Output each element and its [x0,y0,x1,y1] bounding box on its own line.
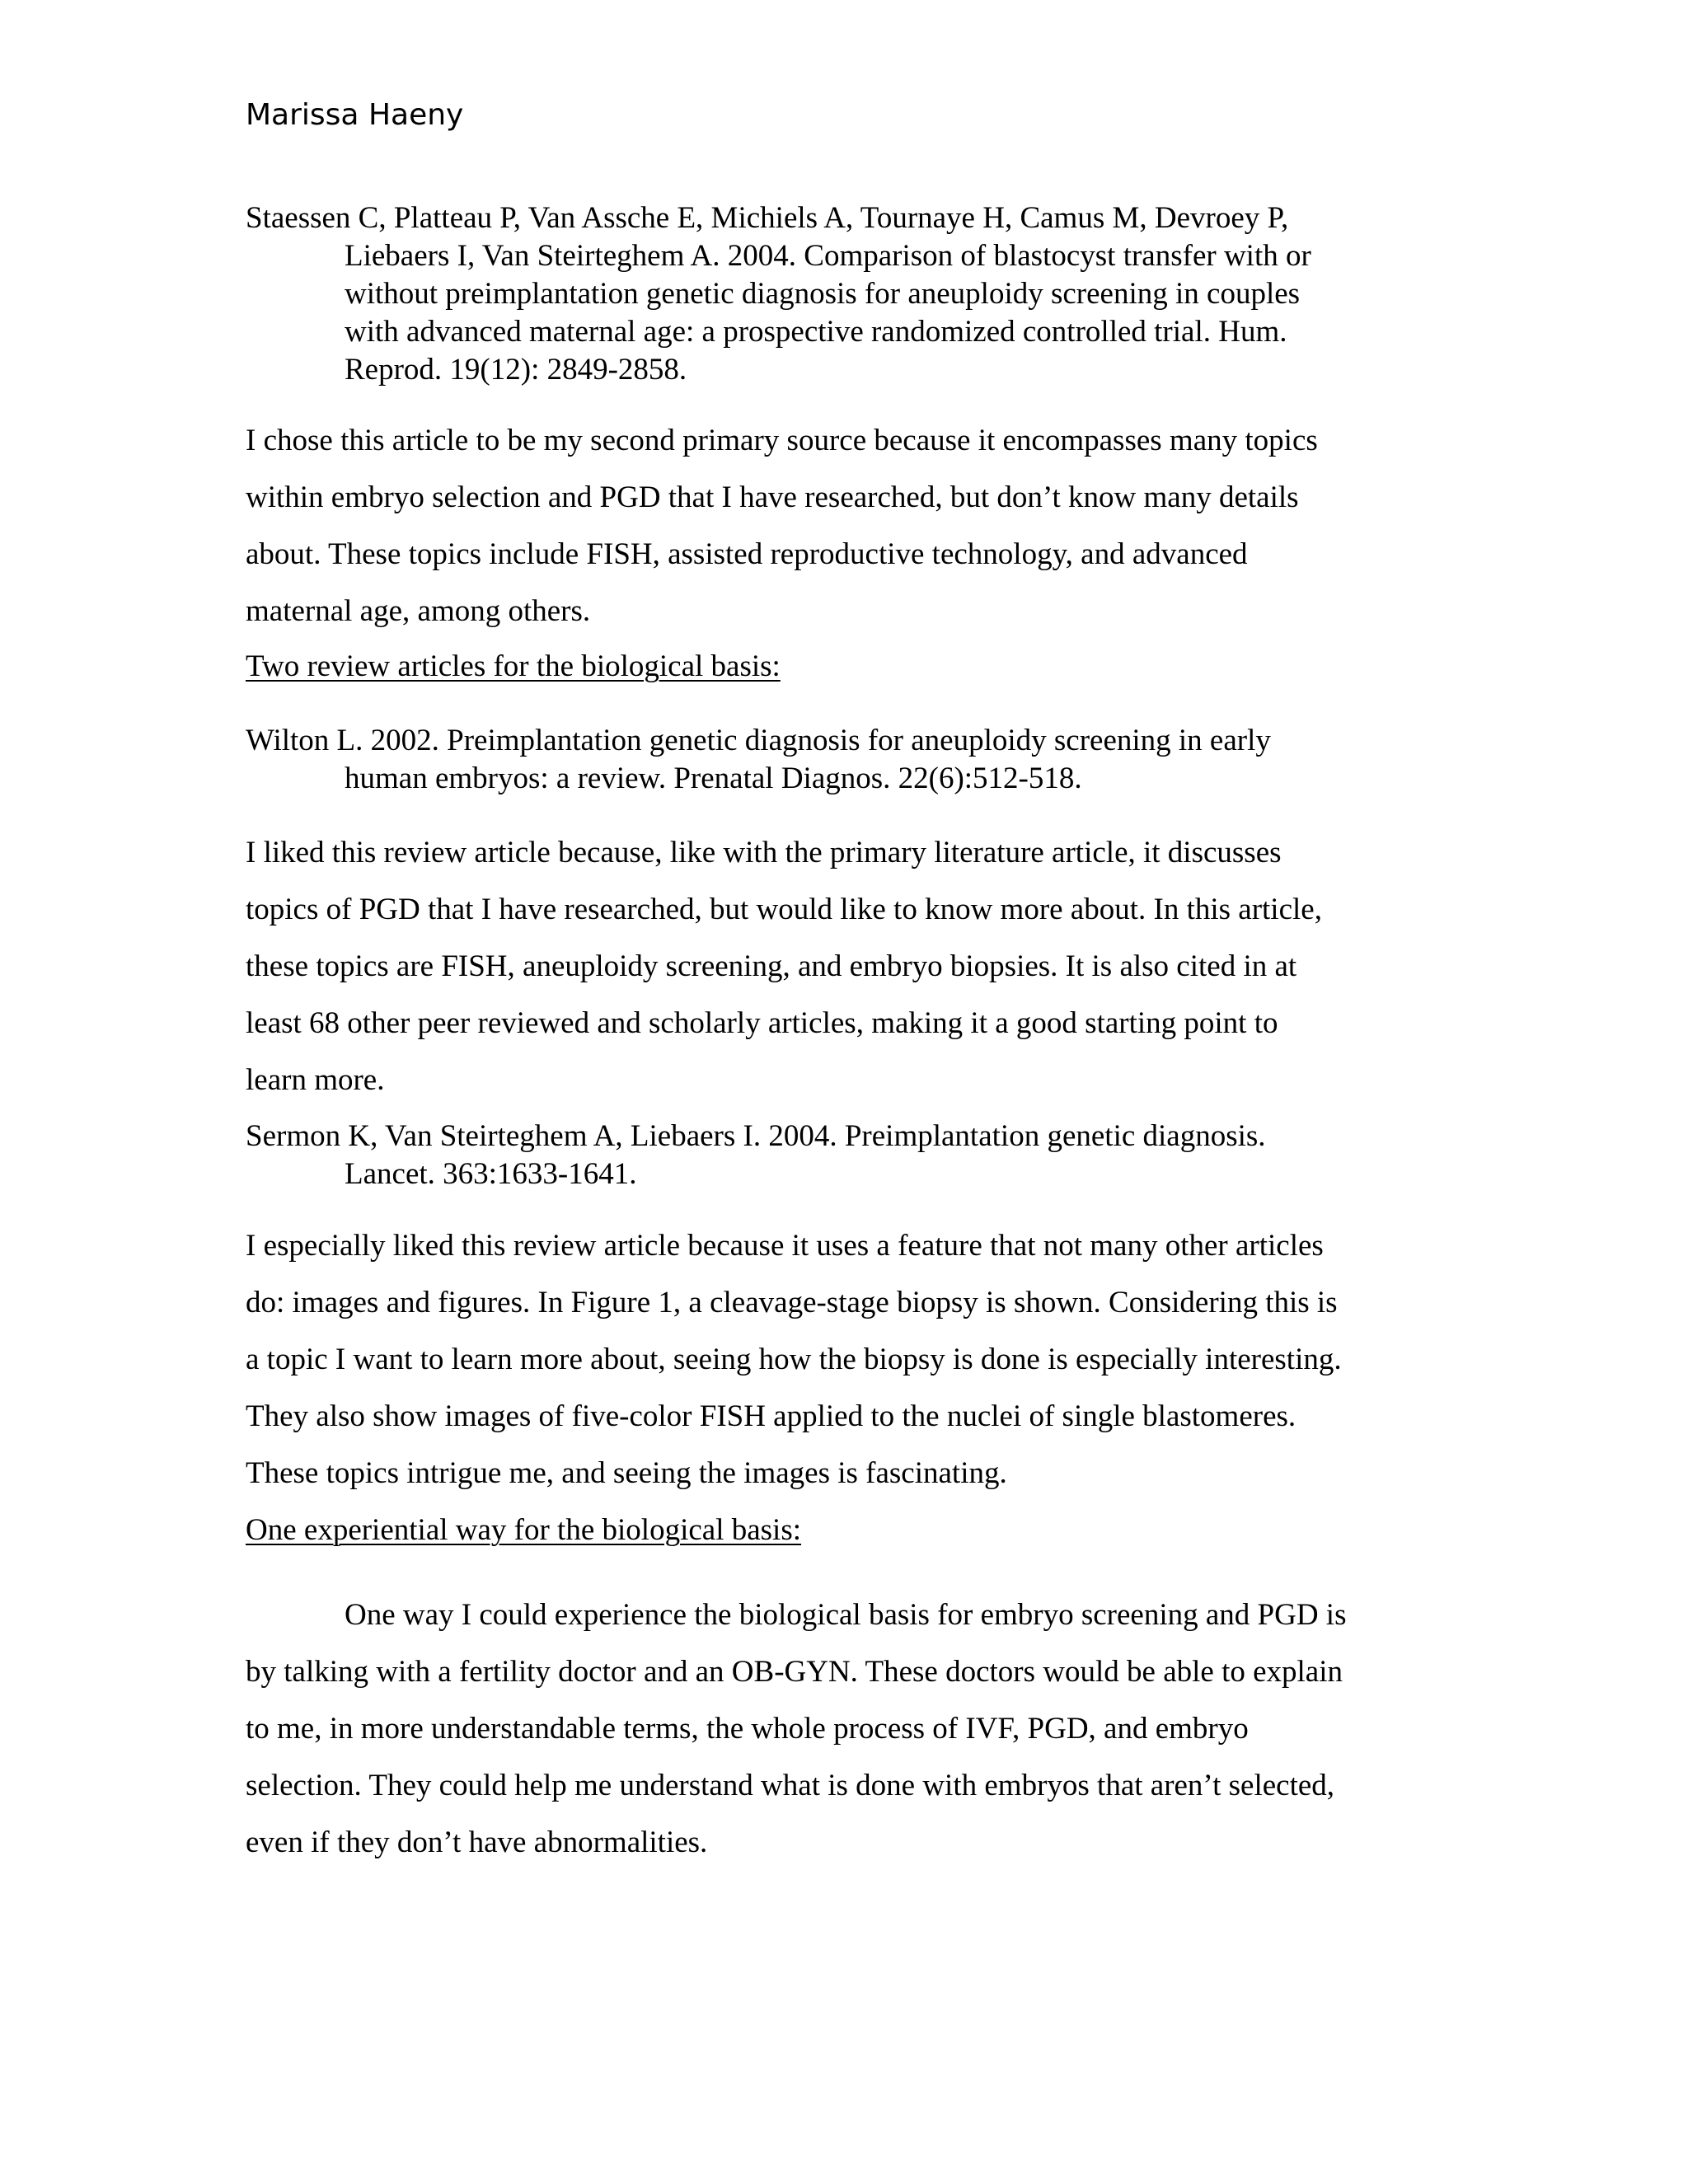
citation-line: with advanced maternal age: a prospective randomized controlled trial. Hum. [345,315,1287,349]
paragraph-line: One way I could experience the biological basis for embryo screening and PGD is [345,1598,1347,1632]
citation-line: human embryos: a review. Prenatal Diagnos. 22(6):512-518. [345,762,1082,795]
paragraph-line: about. These topics include FISH, assisted reproductive technology, and advanced [246,537,1248,571]
author-header: Marissa Haeny [246,98,464,132]
primary-citation [246,199,1311,389]
paragraph-line: These topics intrigue me, and seeing the images is fascinating. [246,1456,1007,1490]
paragraph-line: by talking with a fertility doctor and an OB-GYN. These doctors would be able to explain [246,1655,1343,1689]
paragraph-line: topics of PGD that I have researched, but would like to know more about. In this article, [246,893,1322,926]
review2-comment-paragraph [246,1217,1342,1502]
citation-line: Liebaers I, Van Steirteghem A. 2004. Comparison of blastocyst transfer with or [345,239,1311,273]
citation-line: Reprod. 19(12): 2849-2858. [345,353,687,387]
citation-line: Lancet. 363:1633-1641. [345,1157,637,1191]
paragraph-line: do: images and figures. In Figure 1, a cleavage-stage biopsy is shown. Considering this is [246,1286,1338,1319]
experiential-way-heading: One experiential way for the biological basis: [246,1513,802,1547]
paragraph-line: to me, in more understandable terms, the whole process of IVF, PGD, and embryo [246,1712,1249,1746]
paragraph-line: even if they don’t have abnormalities. [246,1825,708,1859]
paragraph-line: maternal age, among others. [246,594,591,628]
review2-citation [246,1118,1266,1193]
paragraph-line: They also show images of five-color FISH applied to the nuclei of single blastomeres. [246,1399,1296,1433]
paragraph-line: these topics are FISH, aneuploidy screening, and embryo biopsies. It is also cited in at [246,949,1297,983]
citation-line: Sermon K, Van Steirteghem A, Liebaers I. 2004. Preimplantation genetic diagnosis. [246,1119,1266,1153]
paragraph-line: I chose this article to be my second primary source because it encompasses many topics [246,424,1318,457]
paragraph-line: least 68 other peer reviewed and scholarly articles, making it a good starting point to [246,1006,1278,1040]
review1-citation [246,722,1271,798]
paragraph-line: I liked this review article because, like with the primary literature article, it discusses [246,836,1282,869]
paragraph-line: I especially liked this review article because it uses a feature that not many other articles [246,1229,1324,1263]
paragraph-line: learn more. [246,1063,385,1097]
paragraph-line: within embryo selection and PGD that I have researched, but don’t know many details [246,480,1299,514]
citation-line: Wilton L. 2002. Preimplantation genetic diagnosis for aneuploidy screening in early [246,724,1271,757]
citation-line: Staessen C, Platteau P, Van Assche E, Michiels A, Tournaye H, Camus M, Devroey P, [246,201,1289,235]
review1-comment-paragraph [246,824,1322,1108]
primary-comment-paragraph [246,412,1318,640]
paragraph-line: a topic I want to learn more about, seeing how the biopsy is done is especially interesting. [246,1343,1342,1376]
review-articles-heading: Two review articles for the biological basis: [246,649,781,683]
paragraph-line: selection. They could help me understand what is done with embryos that aren’t selected, [246,1769,1335,1802]
experiential-paragraph [246,1586,1347,1871]
citation-line: without preimplantation genetic diagnosis for aneuploidy screening in couples [345,277,1301,311]
